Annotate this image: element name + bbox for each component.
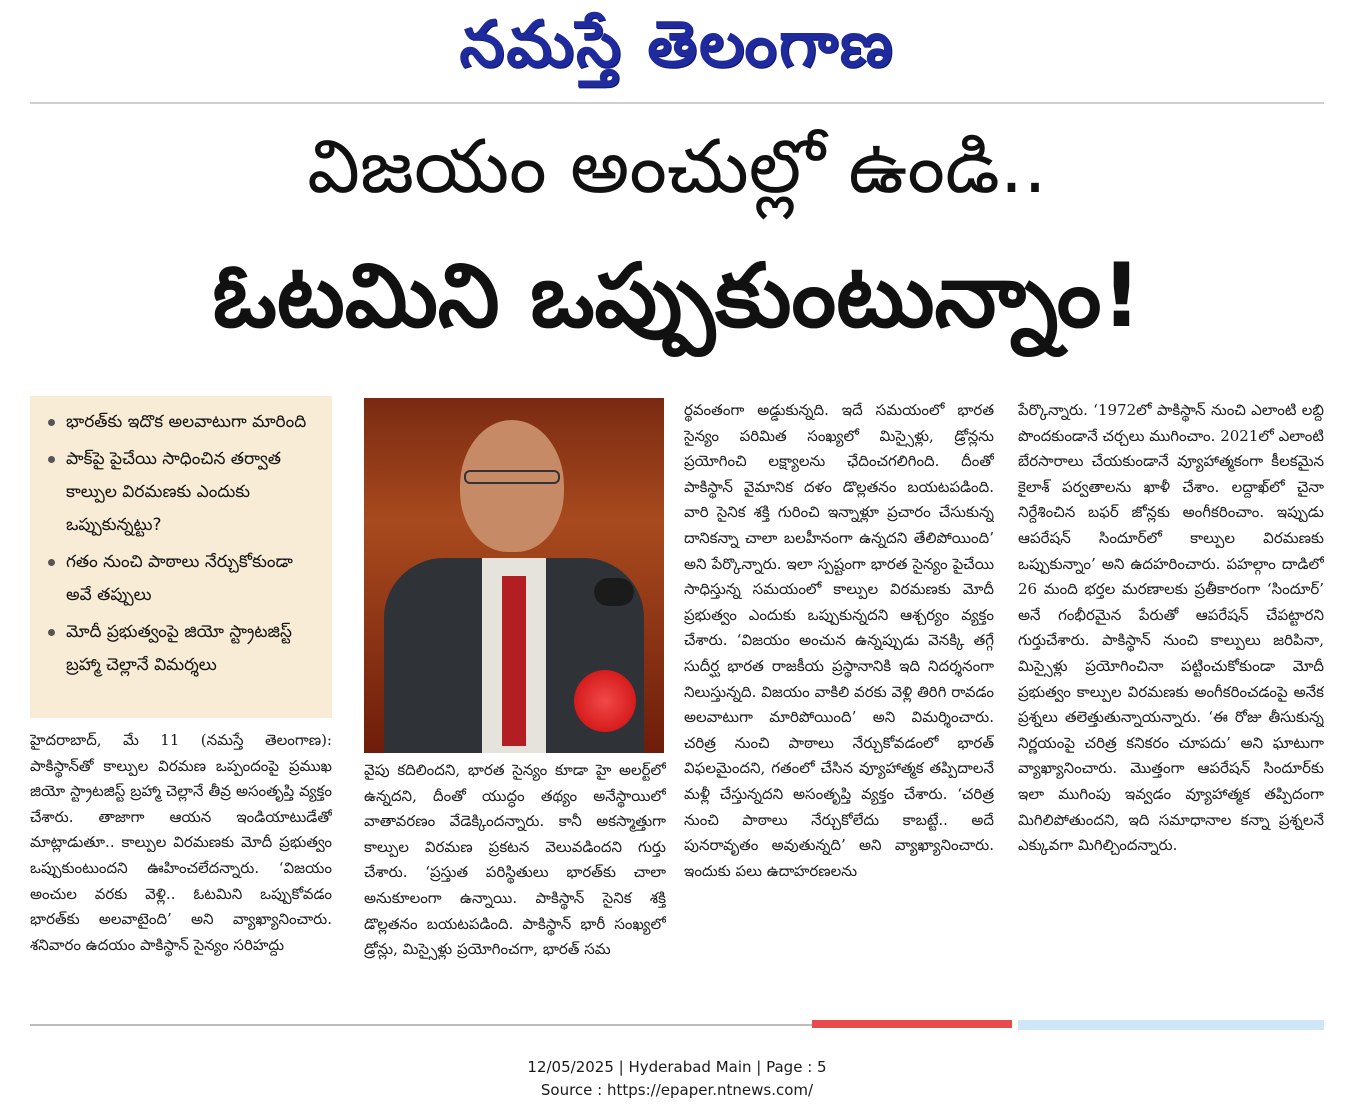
headline-line-1: విజయం అంచుల్లో ఉండి.. (307, 124, 1047, 210)
photo-head (460, 420, 564, 552)
article-column-3: ర్థవంతంగా అడ్డుకున్నది. ఇదే సమయంలో భారత సైన్యం పరిమిత సంఖ్యలో మిస్సైళ్లు, డ్రోన్లను ప్రయోగించి లక్ష్యాలను ఛేదించగలిగింది. దీంతో పాకిస్థాన్ వైమానిక దళం డొల్లతనం బయటపడింది. వారి సైనిక శక్తి గురించి ఇన్నాళ్లూ ప్రచారం చేసుకున్న దానికన్నా చాలా బలహీనంగా ఉన్నదని తేలిపోయింది’ అని పేర్కొన్నారు. ఇలా స్పష్టంగా భారత సైన్యం పైచేయి సాధిస్తున్న సమయంలో కాల్పుల విరమణకు మోదీ ప్రభుత్వం ఎందుకు ఒప్పుకున్నదని ఆశ్చర్యం వ్యక్తం చేశారు. ‘విజయం అంచున ఉన్నప్పుడు వెనక్కి తగ్గే సుదీర్ఘ భారత రాజకీయ ప్రస్థానానికి ఇది నిదర్శనంగా నిలుస్తున్నది. విజయం వాకిలి వరకు వెళ్లి తిరిగి రావడం అలవాటుగా మారిపోయింది’ అని విమర్శించారు. చరిత్ర నుంచి పాఠాలు నేర్చుకోవడంలో భారత్ విఫలమైందని, గతంలో చేసిన వ్యూహాత్మక తప్పిదాలనే మళ్లీ చేస్తున్నదని అసంతృప్తి వ్యక్తం చేశారు. ‘చరిత్ర నుంచి పాఠాలు నేర్చుకోలేదు కాబట్టే.. అదే పునరావృతం అవుతున్నది’ అని వ్యాఖ్యానించారు. ఇందుకు పలు ఉదాహరణలను (684, 401, 994, 880)
highlight-item: గతం నుంచి పాఠాలు నేర్చుకోకుండా అవే తప్పులు (48, 546, 322, 612)
masthead-divider (30, 102, 1324, 104)
highlight-item: పాక్‌పై పైచేయి సాధించిన తర్వాత కాల్పుల విరమణకు ఎందుకు ఒప్పుకున్నట్టు? (48, 443, 322, 542)
speaker-photo (364, 398, 664, 753)
flower-icon (574, 670, 636, 732)
highlight-item: భారత్‌కు ఇదొక అలవాటుగా మారింది (48, 406, 322, 439)
photo-tie (502, 576, 526, 746)
highlights-box (30, 396, 332, 718)
next-article-strip-red (812, 1020, 1012, 1028)
article-column-1: హైదరాబాద్, మే 11 (నమస్తే తెలంగాణ): పాకిస్థాన్‌తో కాల్పుల విరమణ ఒప్పందంపై ప్రముఖ జియో స్ట్రాటజిస్ట్ బ్రహ్మా చెల్లానే తీవ్ర అసంతృప్తి వ్యక్తం చేశారు. తాజాగా ఆయన ఇండియాటుడేతో మాట్లాడుతూ.. కాల్పుల విరమణకు మోదీ ప్రభుత్వం ఒప్పుకుంటుందని ఊహించలేదన్నారు. ‘విజయం అంచుల వరకు వెళ్లి.. ఓటమిని ఒప్పుకోవడం భారత్‌కు అలవాటైంది’ అని వ్యాఖ్యానించారు. శనివారం ఉదయం పాకిస్థాన్ సైన్యం సరిహద్దు (30, 731, 332, 954)
bottom-divider (30, 1024, 812, 1026)
newspaper-logo: నమస్తే తెలంగాణ (459, 8, 895, 82)
article-column-2: వైపు కదిలిందని, భారత సైన్యం కూడా హై అలర్ట్‌లో ఉన్నదని, దీంతో యుద్ధం తథ్యం అనేస్థాయిలో వాతావరణం వేడెక్కిందన్నారు. కానీ అకస్మాత్తుగా కాల్పుల విరమణ ప్రకటన వెలువడిందని గుర్తు చేశారు. ‘ప్రస్తుత పరిస్థితులు భారత్‌కు చాలా అనుకూలంగా ఉన్నాయి. పాకిస్థాన్ సైనిక శక్తి డొల్లతనం బయటపడింది. పాకిస్థాన్ భారీ సంఖ్యలో డ్రోన్లు, మిస్సైళ్లు ప్రయోగించగా, భారత్ సమ (364, 761, 666, 959)
article-column-4: పేర్కొన్నారు. ‘1972లో పాకిస్థాన్ నుంచి ఎలాంటి లబ్ది పొందకుండానే చర్చలు ముగించాం. 2021లో ఎలాంటి బేరసారాలు చేయకుండానే వ్యూహాత్మకంగా కీలకమైన కైలాశ్ పర్వతాలను ఖాళీ చేశాం. లద్దాఖ్‌లో చైనా నిర్దేశించిన బఫర్ జోన్లకు అంగీకరించాం. ఇప్పుడు ఆపరేషన్ సిందూర్‌లో కాల్పుల విరమణకు ఒప్పుకున్నాం’ అని ఉదహరించారు. పహల్గాం దాడిలో 26 మంది భర్తల మరణాలకు ప్రతీకారంగా ‘సిందూర్’ అనే గంభీరమైన పేరుతో ఆపరేషన్ చేపట్టారని గుర్తుచేశారు. పాకిస్థాన్ నుంచి కాల్పులు జరిపినా, మిస్సైళ్లు ప్రయోగించినా పట్టించుకోకుండా మోదీ ప్రభుత్వం కాల్పుల విరమణకు అంగీకరించడంపై అనేక ప్రశ్నలు తలెత్తుతున్నాయన్నారు. ‘ఈ రోజు తీసుకున్న నిర్ణయంపై చరిత్ర కనికరం చూపదు’ అని ఘాటుగా వ్యాఖ్యానించారు. మొత్తంగా ఆపరేషన్ సిందూర్‌కు ఇలా ముగింపు ఇవ్వడం వ్యూహాత్మక తప్పిదంగా మిగిలిపోతుందని, ఇది సమాధానాల కన్నా ప్రశ్నలనే ఎక్కువగా మిగిల్చిందన్నారు. (1018, 401, 1324, 855)
next-article-strip-blue (1018, 1020, 1324, 1030)
microphone-icon (594, 578, 634, 606)
footer-source: Source : https://epaper.ntnews.com/ (540, 1081, 814, 1099)
highlight-item: మోదీ ప్రభుత్వంపై జియో స్ట్రాటజిస్ట్ బ్రహ్మా చెల్లానే విమర్శలు (48, 616, 322, 682)
masthead (0, 0, 1354, 100)
footer-edition-info: 12/05/2025 | Hyderabad Main | Page : 5 (527, 1058, 827, 1076)
headline-line-2: ఓటమిని ఒప్పుకుంటున్నాం! (212, 244, 1142, 347)
photo-glasses (464, 470, 560, 484)
